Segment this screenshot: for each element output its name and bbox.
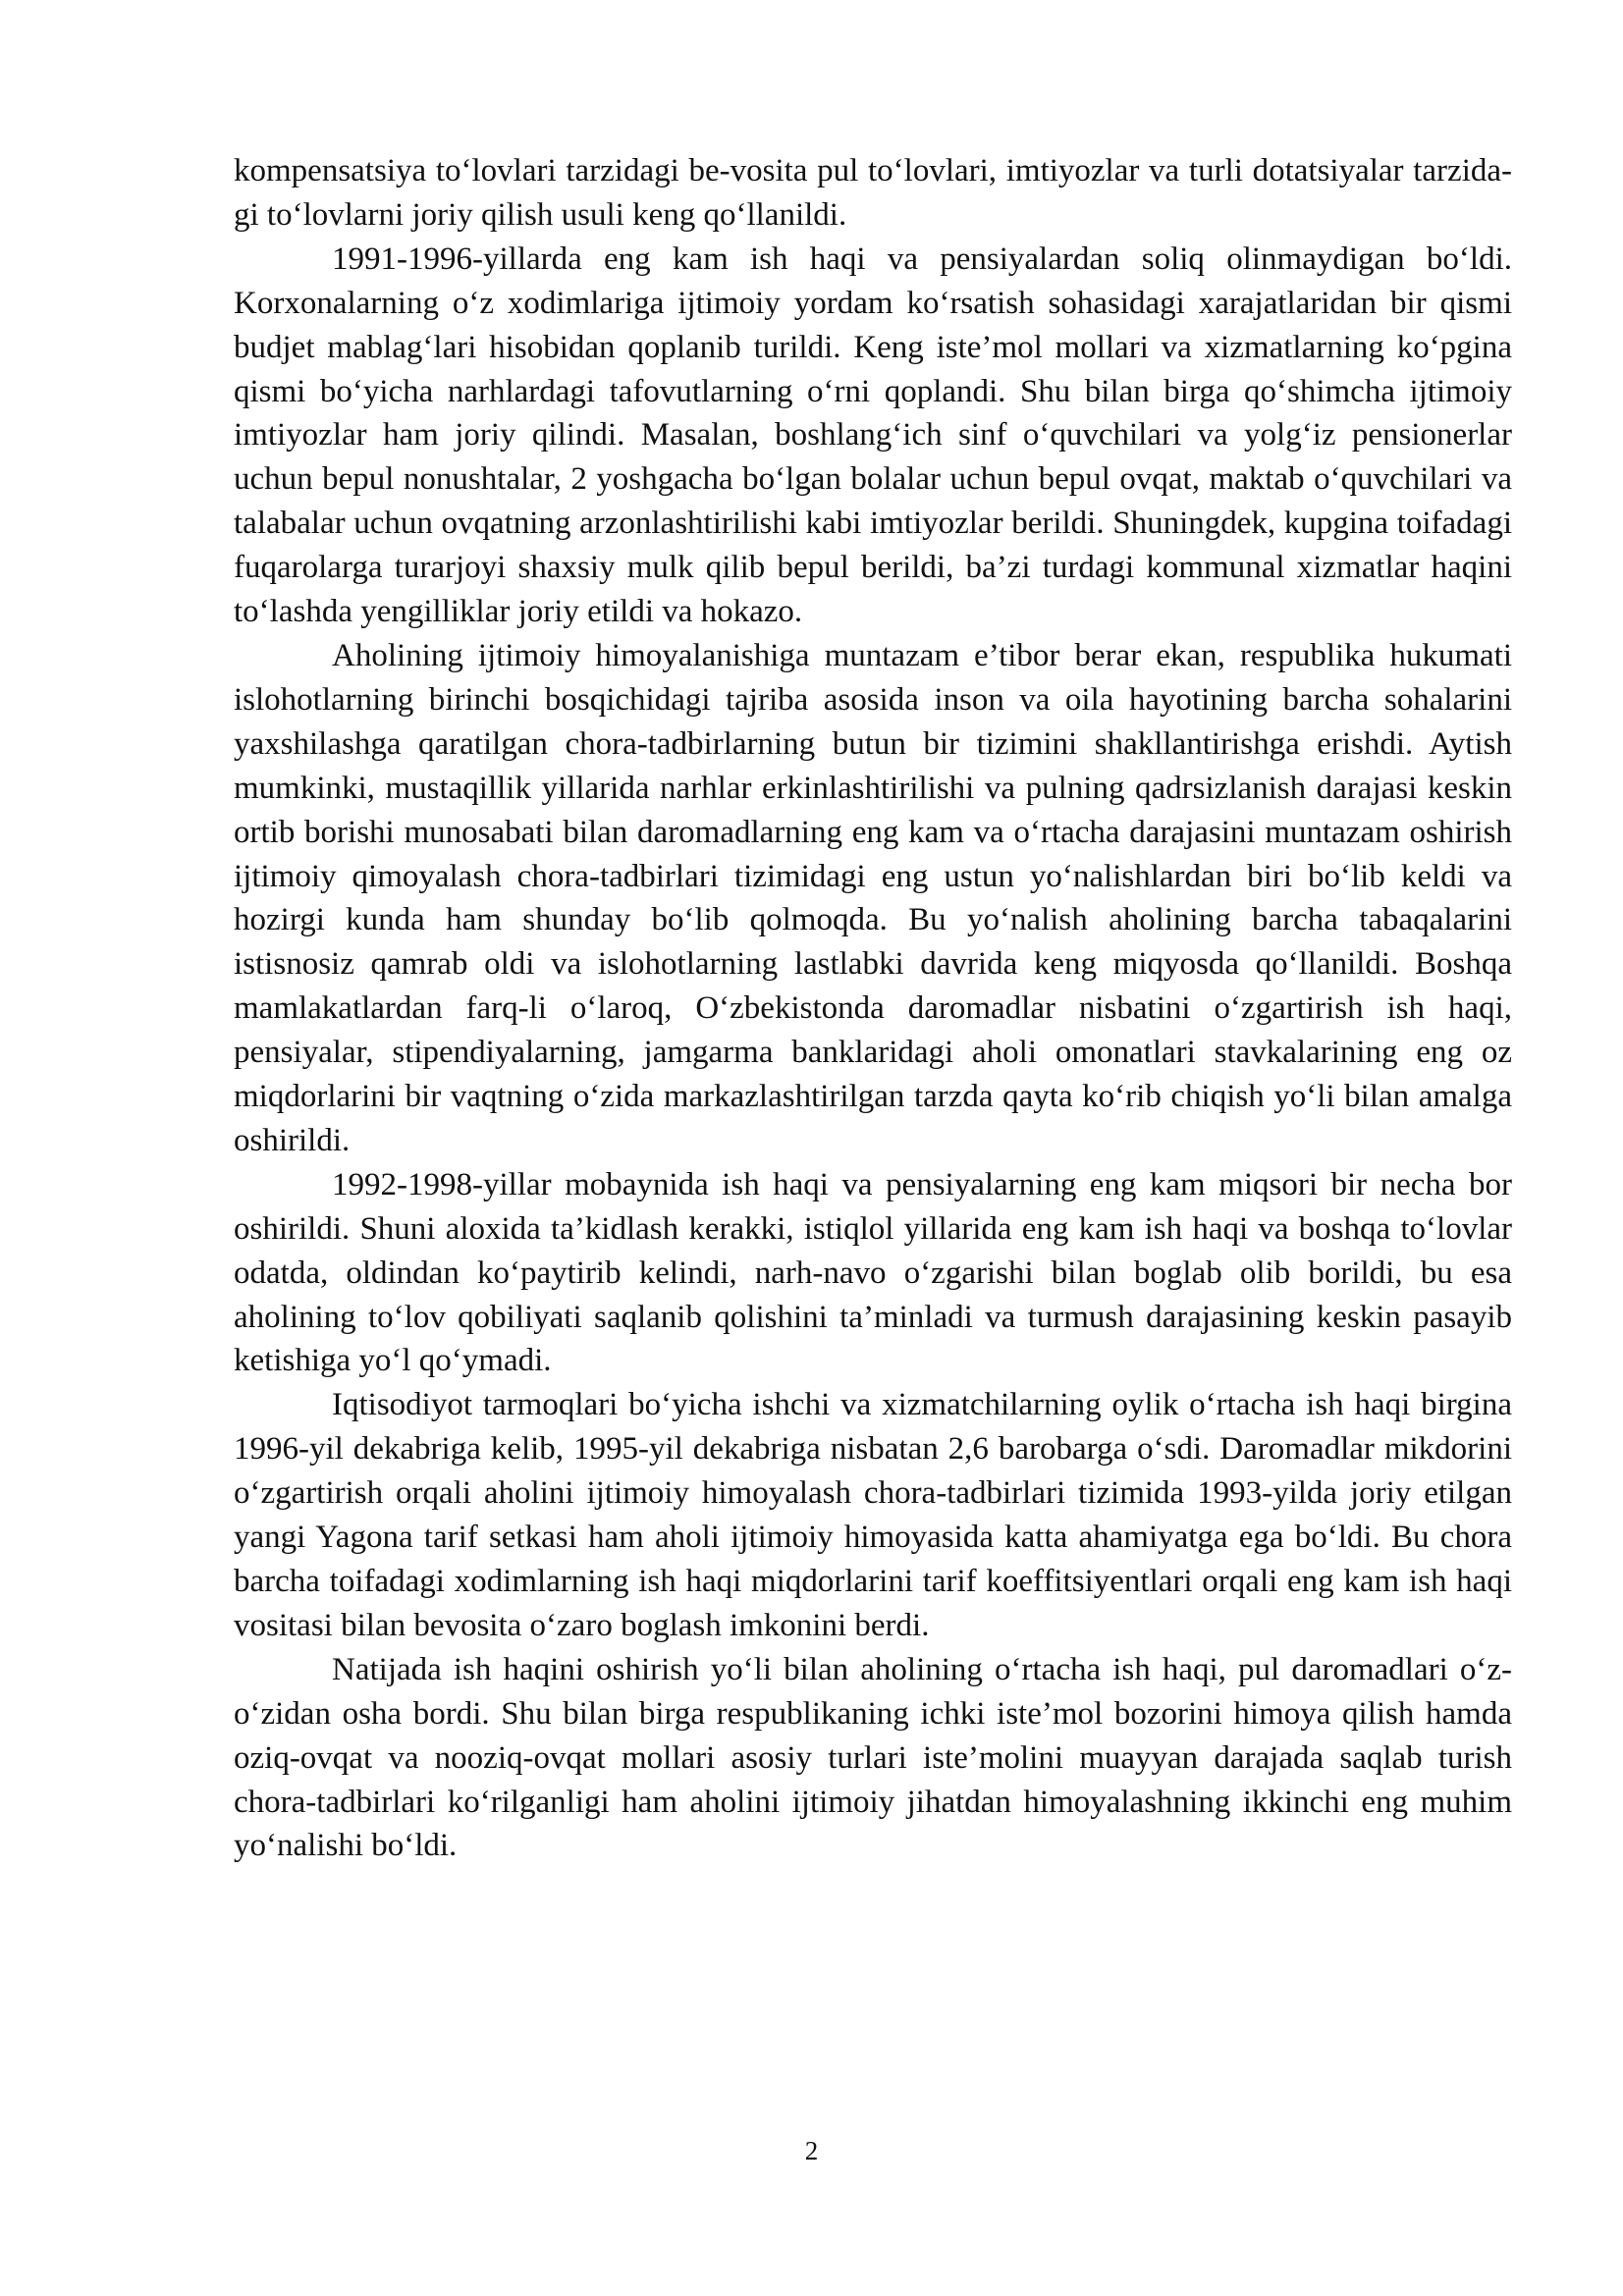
paragraph-5: Iqtisodiyot tarmoqlari bo‘yicha ishchi va xizmatchilarning oylik o‘rtacha ish haqi birgina 1996-yil dekabriga kelib, 1995-yil dekabriga nisbatan 2,6 barobarga o‘sdi. Daromadlar mikdorini o‘zgartirish orqali aholini ijtimoiy himoyalash chora-tadbirlari tizimida 1993-yilda joriy etilgan yangi Yagona tarif setkasi ham aholi ijtimoiy himoyasida katta ahamiyatga ega bo‘ldi. Bu chora barcha toifadagi xodimlarning ish haqi miqdorlarini tarif koeffitsiyentlari orqali eng kam ish haqi vositasi bilan bevosita o‘zaro boglash imkonini berdi. <box>234 1387 1512 1643</box>
page-number: 2 <box>804 2136 819 2165</box>
paragraph-4: 1992-1998-yillar mobaynida ish haqi va pensiyalarning eng kam miqsori bir necha bor oshirildi. Shuni aloxida ta’kidlash kerakki, istiqlol yillarida eng kam ish haqi va boshqa to‘lovlar odatda, oldindan ko‘paytirib kelindi, narh-navo o‘zgarishi bilan boglab olib borildi, bu esa aholining to‘lov qobiliyati saqlanib qolishini ta’minladi va turmush darajasining keskin pasayib ketishiga yo‘l qo‘ymadi. <box>234 1166 1512 1379</box>
paragraph-3: Aholining ijtimoiy himoyalanishiga muntazam e’tibor berar ekan, respublika hukumati islohotlarning birinchi bosqichidagi tajriba asosida inson va oila hayotining barcha sohalarini yaxshilashga qaratilgan chora-tadbirlarning butun bir tizimini shakllantirishga erishdi. Aytish mumkinki, mustaqillik yillarida narhlar erkinlashtirilishi va pulning qadrsizlanish darajasi keskin ortib borishi munosabati bilan daromadlarning eng kam va o‘rtacha darajasini muntazam oshirish ijtimoiy qimoyalash chora-tadbirlari tizimidagi eng ustun yo‘nalishlardan biri bo‘lib keldi va hozirgi kunda ham shunday bo‘lib qolmoqda. Bu yo‘nalish aholining barcha tabaqalarini istisnosiz qamrab oldi va islohotlarning lastlabki davrida keng miqyosda qo‘llanildi. Boshqa mamlakatlardan farq-li o‘laroq, O‘zbekistonda daromadlar nisbatini o‘zgartirish ish haqi, pensiyalar, stipendiyalarning, jamgarma banklaridagi aholi omonatlari stavkalarining eng oz miqdorlarini bir vaqtning o‘zida markazlashtirilgan tarzda qayta ko‘rib chiqish yo‘li bilan amalga oshirildi. <box>234 637 1512 1158</box>
paragraph-6: Natijada ish haqini oshirish yo‘li bilan aholining o‘rtacha ish haqi, pul daromadlari o‘z-o‘zidan osha bordi. Shu bilan birga respublikaning ichki iste’mol bozorini himoya qilish hamda oziq-ovqat va nooziq-ovqat mollari asosiy turlari iste’molini muayyan darajada saqlab turish chora-tadbirlari ko‘rilganligi ham aholini ijtimoiy jihatdan himoyalashning ikkinchi eng muhim yo‘nalishi bo‘ldi. <box>234 1651 1512 1864</box>
document-body <box>234 149 1512 1868</box>
paragraph-1: kompensatsiya to‘lovlari tarzidagi be-vosita pul to‘lovlari, imtiyozlar va turli dotatsiyalar tarzida-gi to‘lovlarni joriy qilish usuli keng qo‘llanildi. <box>234 153 1512 233</box>
paragraph-2: 1991-1996-yillarda eng kam ish haqi va pensiyalardan soliq olinmaydigan bo‘ldi. Korxonalarning o‘z xodimlariga ijtimoiy yordam ko‘rsatish sohasidagi xarajatlaridan bir qismi budjet mablag‘lari hisobidan qoplanib turildi. Keng iste’mol mollari va xizmatlarning ko‘pgina qismi bo‘yicha narhlardagi tafovutlarning o‘rni qoplandi. Shu bilan birga qo‘shimcha ijtimoiy imtiyozlar ham joriy qilindi. Masalan, boshlang‘ich sinf o‘quvchilari va yolg‘iz pensionerlar uchun bepul nonushtalar, 2 yoshgacha bo‘lgan bolalar uchun bepul ovqat, maktab o‘quvchilari va talabalar uchun ovqatning arzonlashtirilishi kabi imtiyozlar berildi. Shuningdek, kupgina toifadagi fuqarolarga turarjoyi shaxsiy mulk qilib bepul berildi, ba’zi turdagi kommunal xizmatlar haqini to‘lashda yengilliklar joriy etildi va hokazo. <box>234 240 1512 630</box>
